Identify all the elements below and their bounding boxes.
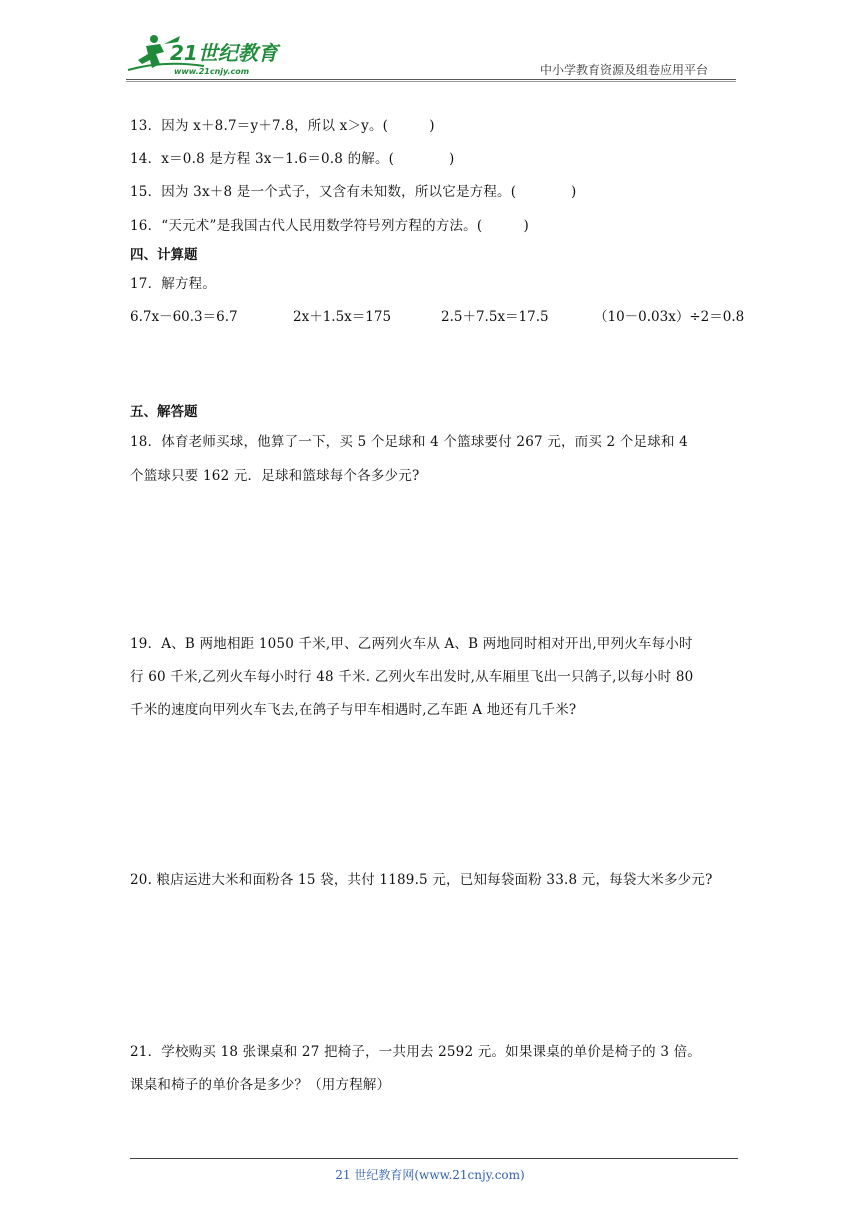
logo-text: 21世纪教育 [170,41,278,65]
question-18-line-1: 18．体育老师买球，他算了一下，买 5 个足球和 4 个篮球要付 267 元，而买 2 个足球和 4 [130,434,688,450]
section-title-calculation: 四、计算题 [130,247,198,263]
header-divider [126,79,736,80]
question-16: 16．“天元术”是我国古代人民用数学符号列方程的方法。( ) [130,218,529,234]
logo-graphic [124,30,294,80]
question-13: 13．因为 x＋8.7＝y＋7.8，所以 x＞y。( ) [130,118,435,134]
question-20: 20. 粮店运进大米和面粉各 15 袋，共付 1189.5 元，已知每袋面粉 33.8 元，每袋大米多少元? [130,872,713,888]
equation-3: 2.5＋7.5x＝17.5 [441,309,549,325]
question-17: 17．解方程。 [130,276,217,292]
question-19-line-1: 19．A、B 两地相距 1050 千米,甲、乙两列火车从 A、B 两地同时相对开出,甲列火车每小时 [130,636,693,652]
question-21-line-2: 课桌和椅子的单价各是多少？（用方程解） [130,1077,391,1093]
site-logo [124,30,294,80]
equation-4: （10－0.03x）÷2＝0.8 [594,309,745,325]
equation-1: 6.7x－60.3＝6.7 [130,309,238,325]
footer-link[interactable]: 21 世纪教育网(www.21cnjy.com) [335,1168,525,1182]
question-14: 14．x＝0.8 是方程 3x－1.6＝0.8 的解。( ) [130,151,455,167]
question-18-line-2: 个篮球只要 162 元．足球和篮球每个各多少元? [130,468,420,484]
question-21-line-1: 21．学校购买 18 张课桌和 27 把椅子，一共用去 2592 元。如果课桌的单价是椅子的 3 倍。 [130,1044,702,1060]
question-15: 15．因为 3x＋8 是一个式子，又含有未知数，所以它是方程。( ) [130,184,577,200]
header-divider-secondary [126,81,736,82]
equation-2: 2x＋1.5x＝175 [293,309,392,325]
logo-url: www.21cnjy.com [174,67,250,76]
header-platform-text: 中小学教育资源及组卷应用平台 [540,63,709,77]
footer-divider [130,1158,738,1159]
section-title-word-problems: 五、解答题 [130,404,198,420]
question-19-line-2: 行 60 千米,乙列火车每小时行 48 千米. 乙列火车出发时,从车厢里飞出一只鸽子,以每小时 80 [130,669,694,685]
question-19-line-3: 千米的速度向甲列火车飞去,在鸽子与甲车相遇时,乙车距 A 地还有几千米? [130,702,577,718]
